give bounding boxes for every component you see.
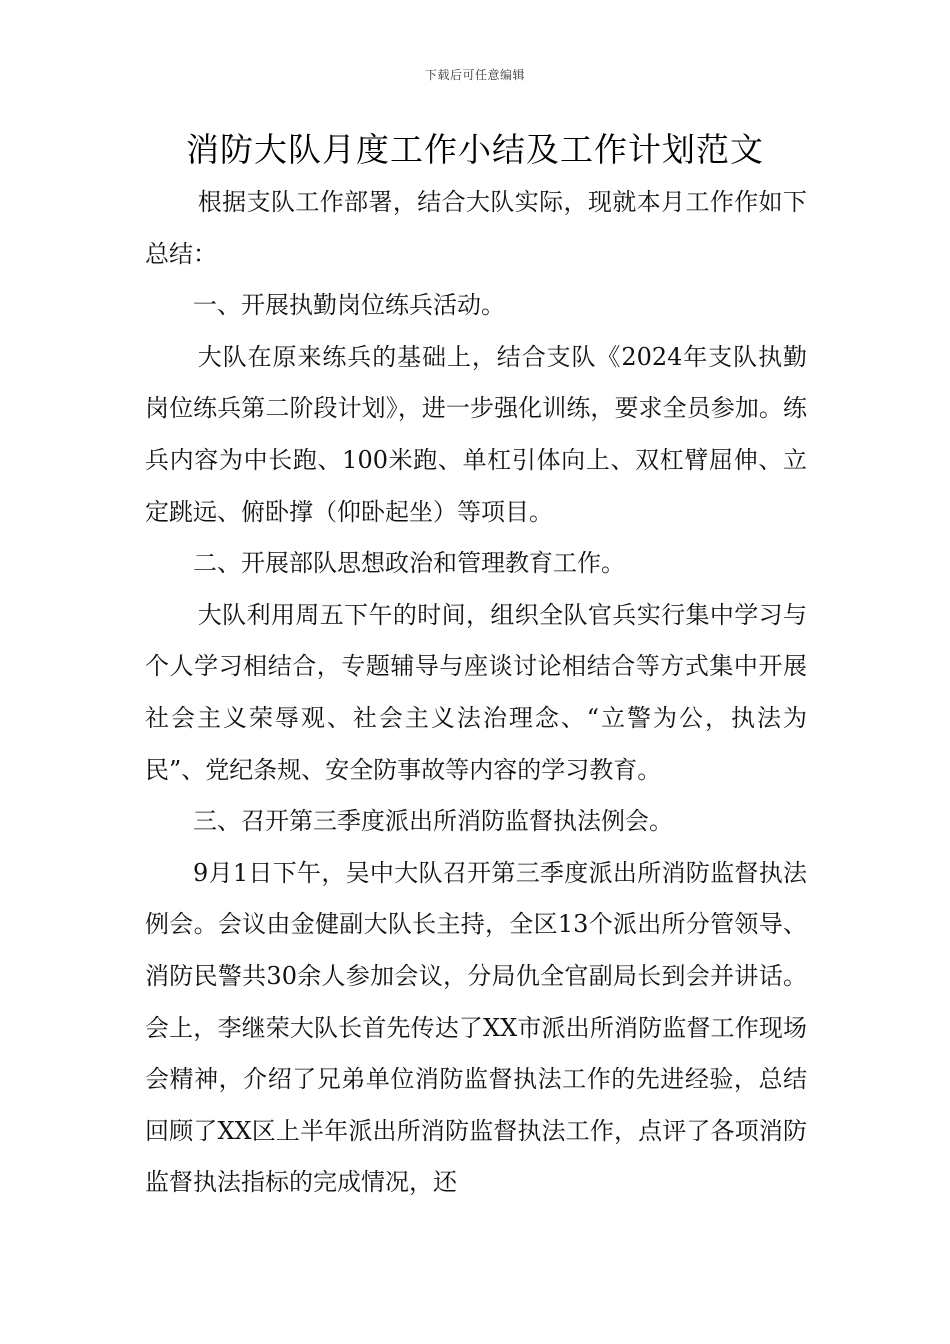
intro-paragraph: 根据支队工作部署，结合大队实际，现就本月工作作如下总结： bbox=[145, 188, 807, 268]
document-title: 消防大队月度工作小结及工作计划范文 bbox=[186, 130, 764, 169]
section-3-paragraph: 9月1日下午，吴中大队召开第三季度派出所消防监督执法例会。会议由金健副大队长主持，全区13个派出所分管领导、消防民警共30余人参加会议，分局仇全官副局长到会并讲话。会上，李继荣大队长首先传达了XX市派出所消防监督工作现场会精神，介绍了兄弟单位消防监督执法工作的先进经验，总结回顾了XX区上半年派出所消防监督执法工作，点评了各项消防监督执法指标的完成情况，还 bbox=[145, 858, 807, 1197]
section-heading-2: 二、开展部队思想政治和管理教育工作。 bbox=[193, 549, 625, 578]
section-1-paragraph: 大队在原来练兵的基础上，结合支队《2024年支队执勤岗位练兵第二阶段计划》，进一步强化训练，要求全员参加。练兵内容为中长跑、100米跑、单杠引体向上、双杠臂屈伸、立定跳远、俯卧撑（仰卧起坐）等项目。 bbox=[145, 342, 807, 526]
header-note: 下载后可任意编辑 bbox=[424, 68, 525, 82]
section-heading-3: 三、召开第三季度派出所消防监督执法例会。 bbox=[193, 807, 673, 836]
document-body bbox=[145, 177, 807, 1209]
section-2-paragraph: 大队利用周五下午的时间，组织全队官兵实行集中学习与个人学习相结合，专题辅导与座谈讨论相结合等方式集中开展社会主义荣辱观、社会主义法治理念、“立警为公，执法为民”、党纪条规、安全防事故等内容的学习教育。 bbox=[145, 600, 807, 784]
section-heading-1: 一、开展执勤岗位练兵活动。 bbox=[193, 291, 505, 320]
